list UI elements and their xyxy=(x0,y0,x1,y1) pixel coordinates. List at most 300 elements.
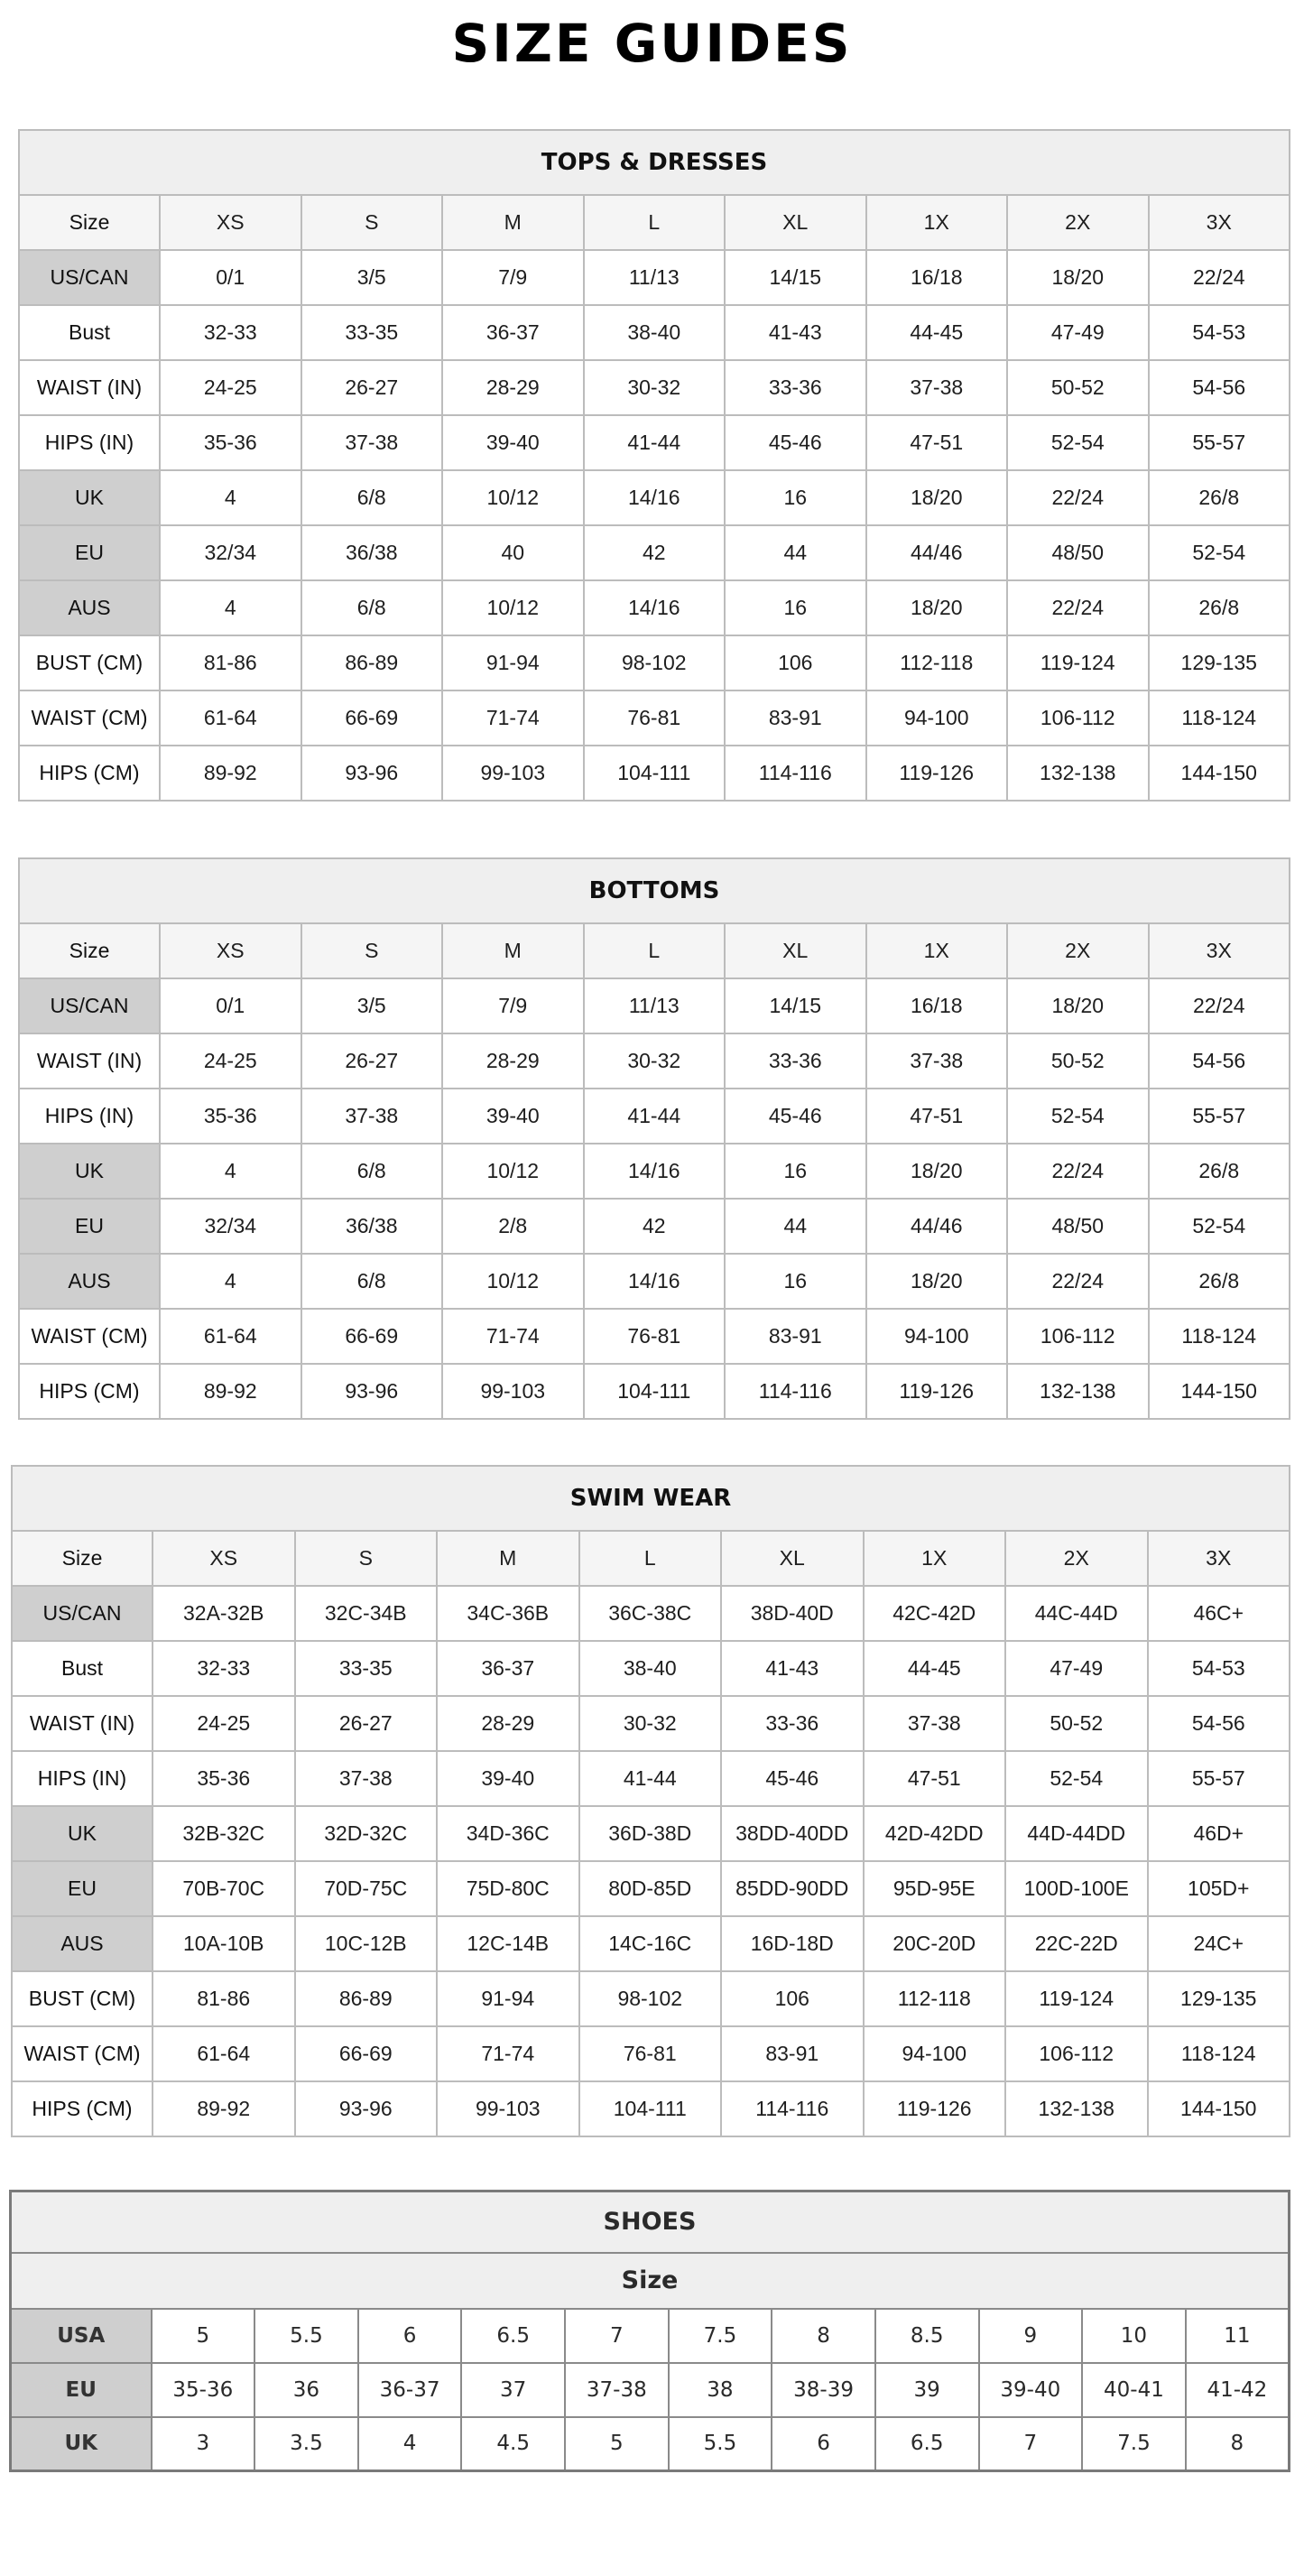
table-cell: 44-45 xyxy=(864,1641,1006,1696)
row-label: EU xyxy=(11,2363,152,2417)
table-cell: 38-40 xyxy=(584,305,726,360)
table-cell: 54-56 xyxy=(1148,1696,1290,1751)
table-cell: 71-74 xyxy=(442,690,584,746)
table-cell: 76-81 xyxy=(584,1309,726,1364)
table-cell: 50-52 xyxy=(1005,1696,1148,1751)
table-cell: 129-135 xyxy=(1149,635,1290,690)
table-cell: 33-35 xyxy=(295,1641,438,1696)
table-title: SHOES xyxy=(11,2191,1290,2253)
table-cell: 52-54 xyxy=(1007,1089,1149,1144)
table-cell: 61-64 xyxy=(160,1309,301,1364)
table-cell: 54-53 xyxy=(1149,305,1290,360)
page-title: SIZE GUIDES xyxy=(451,13,853,74)
column-header: 3X xyxy=(1148,1531,1290,1586)
row-label: WAIST (CM) xyxy=(12,2026,153,2081)
table-cell: 45-46 xyxy=(725,1089,866,1144)
table-cell: 70B-70C xyxy=(153,1861,295,1916)
table-cell: 20C-20D xyxy=(864,1916,1006,1971)
table-cell: 18/20 xyxy=(866,1254,1008,1309)
row-label: EU xyxy=(19,525,160,580)
table-cell: 10 xyxy=(1082,2309,1186,2363)
table-title: TOPS & DRESSES xyxy=(19,130,1290,195)
table-cell: 5.5 xyxy=(254,2309,358,2363)
table-row xyxy=(12,1971,1290,2026)
table-cell: 70D-75C xyxy=(295,1861,438,1916)
column-header: 1X xyxy=(866,195,1008,250)
table-cell: 16 xyxy=(725,580,866,635)
table-cell: 48/50 xyxy=(1007,525,1149,580)
table-cell: 6.5 xyxy=(461,2309,565,2363)
table-cell: 54-56 xyxy=(1149,1033,1290,1089)
table-cell: 14/15 xyxy=(725,978,866,1033)
table-cell: 30-32 xyxy=(584,360,726,415)
table-cell: 14/16 xyxy=(584,580,726,635)
table-cell: 66-69 xyxy=(295,2026,438,2081)
table-cell: 32A-32B xyxy=(153,1586,295,1641)
table-cell: 55-57 xyxy=(1149,415,1290,470)
table-cell: 37-38 xyxy=(301,1089,443,1144)
table-cell: 32D-32C xyxy=(295,1806,438,1861)
table-cell: 132-138 xyxy=(1007,746,1149,801)
table-cell: 16/18 xyxy=(866,978,1008,1033)
table-row xyxy=(11,2417,1290,2471)
table-cell: 10/12 xyxy=(442,470,584,525)
table-cell: 83-91 xyxy=(725,690,866,746)
table-cell: 98-102 xyxy=(584,635,726,690)
table-cell: 54-53 xyxy=(1148,1641,1290,1696)
table-cell: 18/20 xyxy=(866,470,1008,525)
table-cell: 98-102 xyxy=(579,1971,722,2026)
table-cell: 38DD-40DD xyxy=(721,1806,864,1861)
column-header: M xyxy=(442,195,584,250)
table-cell: 144-150 xyxy=(1149,1364,1290,1419)
table-cell: 42C-42D xyxy=(864,1586,1006,1641)
table-cell: 39-40 xyxy=(442,415,584,470)
table-cell: 39-40 xyxy=(442,1089,584,1144)
table-subtitle: Size xyxy=(11,2253,1290,2309)
table-cell: 45-46 xyxy=(721,1751,864,1806)
table-cell: 3.5 xyxy=(254,2417,358,2471)
table-cell: 35-36 xyxy=(160,1089,301,1144)
table-cell: 144-150 xyxy=(1148,2081,1290,2136)
table-cell: 38-40 xyxy=(579,1641,722,1696)
table-cell: 89-92 xyxy=(153,2081,295,2136)
column-header: XL xyxy=(721,1531,864,1586)
table-row xyxy=(19,470,1290,525)
table-cell: 3/5 xyxy=(301,978,443,1033)
table-cell: 71-74 xyxy=(437,2026,579,2081)
table-cell: 55-57 xyxy=(1149,1089,1290,1144)
table-cell: 7.5 xyxy=(669,2309,772,2363)
row-label: AUS xyxy=(19,580,160,635)
table-cell: 32/34 xyxy=(160,1199,301,1254)
table-cell: 44C-44D xyxy=(1005,1586,1148,1641)
table-cell: 75D-80C xyxy=(437,1861,579,1916)
table-row xyxy=(19,250,1290,305)
table-cell: 39 xyxy=(875,2363,979,2417)
table-cell: 37-38 xyxy=(866,360,1008,415)
table-cell: 37-38 xyxy=(864,1696,1006,1751)
table-cell: 132-138 xyxy=(1007,1364,1149,1419)
table-cell: 26/8 xyxy=(1149,1144,1290,1199)
column-header: L xyxy=(579,1531,722,1586)
row-label: AUS xyxy=(12,1916,153,1971)
table-cell: 16D-18D xyxy=(721,1916,864,1971)
table-row xyxy=(19,580,1290,635)
row-label: US/CAN xyxy=(12,1586,153,1641)
table-cell: 36-37 xyxy=(358,2363,462,2417)
table-cell: 41-43 xyxy=(725,305,866,360)
table-cell: 6/8 xyxy=(301,1254,443,1309)
table-row xyxy=(19,635,1290,690)
table-row xyxy=(19,690,1290,746)
table-cell: 26-27 xyxy=(301,1033,443,1089)
table-cell: 55-57 xyxy=(1148,1751,1290,1806)
table-cell: 12C-14B xyxy=(437,1916,579,1971)
table-cell: 94-100 xyxy=(866,1309,1008,1364)
table-cell: 61-64 xyxy=(160,690,301,746)
table-cell: 30-32 xyxy=(584,1033,726,1089)
table-cell: 85DD-90DD xyxy=(721,1861,864,1916)
row-label: HIPS (CM) xyxy=(12,2081,153,2136)
table-cell: 36-37 xyxy=(442,305,584,360)
table-cell: 32B-32C xyxy=(153,1806,295,1861)
table-cell: 32C-34B xyxy=(295,1586,438,1641)
table-cell: 28-29 xyxy=(442,360,584,415)
table-cell: 94-100 xyxy=(864,2026,1006,2081)
table-cell: 8 xyxy=(1186,2417,1290,2471)
table-cell: 48/50 xyxy=(1007,1199,1149,1254)
table-cell: 24-25 xyxy=(153,1696,295,1751)
column-header: XS xyxy=(153,1531,295,1586)
table-cell: 106-112 xyxy=(1007,1309,1149,1364)
table-cell: 50-52 xyxy=(1007,360,1149,415)
table-row xyxy=(19,1199,1290,1254)
table-body xyxy=(11,2309,1290,2471)
table-cell: 91-94 xyxy=(442,635,584,690)
table-cell: 41-44 xyxy=(584,1089,726,1144)
table-cell: 32-33 xyxy=(160,305,301,360)
column-header: 1X xyxy=(864,1531,1006,1586)
table-cell: 94-100 xyxy=(866,690,1008,746)
column-header: L xyxy=(584,923,726,978)
column-header: Size xyxy=(19,923,160,978)
table-cell: 38 xyxy=(669,2363,772,2417)
table-cell: 37 xyxy=(461,2363,565,2417)
table-cell: 3/5 xyxy=(301,250,443,305)
table-cell: 47-51 xyxy=(866,1089,1008,1144)
table-cell: 4.5 xyxy=(461,2417,565,2471)
table-cell: 35-36 xyxy=(160,415,301,470)
table-body xyxy=(19,978,1290,1419)
table-cell: 6/8 xyxy=(301,470,443,525)
table-cell: 16 xyxy=(725,470,866,525)
table-cell: 35-36 xyxy=(153,1751,295,1806)
table-cell: 38-39 xyxy=(772,2363,875,2417)
table-cell: 32/34 xyxy=(160,525,301,580)
table-cell: 106 xyxy=(725,635,866,690)
table-cell: 44/46 xyxy=(866,525,1008,580)
table-row xyxy=(19,1364,1290,1419)
table-cell: 10C-12B xyxy=(295,1916,438,1971)
table-cell: 112-118 xyxy=(866,635,1008,690)
table-cell: 42 xyxy=(584,1199,726,1254)
table-cell: 7/9 xyxy=(442,978,584,1033)
table-cell: 114-116 xyxy=(725,1364,866,1419)
table-row xyxy=(19,525,1290,580)
table-cell: 41-44 xyxy=(584,415,726,470)
table-cell: 44 xyxy=(725,525,866,580)
table-cell: 45-46 xyxy=(725,415,866,470)
table-cell: 33-35 xyxy=(301,305,443,360)
column-header: Size xyxy=(19,195,160,250)
table-cell: 61-64 xyxy=(153,2026,295,2081)
table-cell: 144-150 xyxy=(1149,746,1290,801)
table-cell: 6 xyxy=(358,2309,462,2363)
table-row xyxy=(12,1586,1290,1641)
table-cell: 119-124 xyxy=(1007,635,1149,690)
table-cell: 14C-16C xyxy=(579,1916,722,1971)
table-cell: 6/8 xyxy=(301,1144,443,1199)
table-cell: 41-43 xyxy=(721,1641,864,1696)
table-cell: 11 xyxy=(1186,2309,1290,2363)
table-title: SWIM WEAR xyxy=(12,1466,1290,1531)
table-cell: 93-96 xyxy=(295,2081,438,2136)
table-cell: 93-96 xyxy=(301,746,443,801)
table-cell: 86-89 xyxy=(301,635,443,690)
table-cell: 119-126 xyxy=(866,746,1008,801)
column-header: 3X xyxy=(1149,195,1290,250)
table-cell: 33-36 xyxy=(725,360,866,415)
table-cell: 22/24 xyxy=(1149,250,1290,305)
table-cell: 37-38 xyxy=(866,1033,1008,1089)
table-cell: 5 xyxy=(565,2417,669,2471)
table-cell: 52-54 xyxy=(1149,525,1290,580)
table-cell: 71-74 xyxy=(442,1309,584,1364)
table-cell: 83-91 xyxy=(725,1309,866,1364)
table-cell: 26/8 xyxy=(1149,470,1290,525)
row-label: US/CAN xyxy=(19,250,160,305)
table-cell: 119-126 xyxy=(866,1364,1008,1419)
table-cell: 129-135 xyxy=(1148,1971,1290,2026)
row-label: BUST (CM) xyxy=(12,1971,153,2026)
table-cell: 38D-40D xyxy=(721,1586,864,1641)
table-cell: 22C-22D xyxy=(1005,1916,1148,1971)
table-cell: 24-25 xyxy=(160,1033,301,1089)
table-cell: 104-111 xyxy=(584,746,726,801)
table-cell: 66-69 xyxy=(301,1309,443,1364)
table-cell: 14/16 xyxy=(584,1144,726,1199)
table-cell: 47-49 xyxy=(1007,305,1149,360)
table-cell: 52-54 xyxy=(1149,1199,1290,1254)
table-row xyxy=(12,1641,1290,1696)
table-cell: 8 xyxy=(772,2309,875,2363)
table-cell: 16/18 xyxy=(866,250,1008,305)
table-cell: 47-51 xyxy=(866,415,1008,470)
table-cell: 76-81 xyxy=(584,690,726,746)
table-cell: 41-42 xyxy=(1186,2363,1290,2417)
table-cell: 30-32 xyxy=(579,1696,722,1751)
table-cell: 28-29 xyxy=(442,1033,584,1089)
table-cell: 47-51 xyxy=(864,1751,1006,1806)
column-header: S xyxy=(295,1531,438,1586)
table-cell: 52-54 xyxy=(1005,1751,1148,1806)
column-header: Size xyxy=(12,1531,153,1586)
table-cell: 39-40 xyxy=(979,2363,1083,2417)
table-cell: 37-38 xyxy=(301,415,443,470)
table-cell: 34C-36B xyxy=(437,1586,579,1641)
table-cell: 24-25 xyxy=(160,360,301,415)
table-cell: 93-96 xyxy=(301,1364,443,1419)
table-row xyxy=(19,1309,1290,1364)
table-cell: 7 xyxy=(565,2309,669,2363)
table-cell: 4 xyxy=(160,1144,301,1199)
tops-dresses-table xyxy=(18,129,1290,802)
table-cell: 7/9 xyxy=(442,250,584,305)
table-cell: 99-103 xyxy=(442,1364,584,1419)
table-cell: 4 xyxy=(358,2417,462,2471)
table-cell: 106-112 xyxy=(1007,690,1149,746)
table-cell: 37-38 xyxy=(565,2363,669,2417)
table-cell: 114-116 xyxy=(725,746,866,801)
table-cell: 18/20 xyxy=(866,580,1008,635)
column-header: S xyxy=(301,923,443,978)
table-cell: 22/24 xyxy=(1007,580,1149,635)
row-label: WAIST (IN) xyxy=(19,360,160,415)
table-cell: 104-111 xyxy=(584,1364,726,1419)
table-cell: 5.5 xyxy=(669,2417,772,2471)
column-header: 2X xyxy=(1005,1531,1148,1586)
row-label: EU xyxy=(12,1861,153,1916)
table-row xyxy=(19,415,1290,470)
row-label: UK xyxy=(11,2417,152,2471)
size-header-row xyxy=(12,1531,1290,1586)
table-cell: 99-103 xyxy=(442,746,584,801)
table-cell: 76-81 xyxy=(579,2026,722,2081)
table-cell: 26/8 xyxy=(1149,1254,1290,1309)
table-cell: 2/8 xyxy=(442,1199,584,1254)
column-header: M xyxy=(442,923,584,978)
table-cell: 36/38 xyxy=(301,1199,443,1254)
table-cell: 36C-38C xyxy=(579,1586,722,1641)
table-cell: 18/20 xyxy=(866,1144,1008,1199)
table-row xyxy=(19,360,1290,415)
column-header: XL xyxy=(725,923,866,978)
table-cell: 99-103 xyxy=(437,2081,579,2136)
row-label: Bust xyxy=(12,1641,153,1696)
column-header: L xyxy=(584,195,726,250)
table-cell: 4 xyxy=(160,580,301,635)
table-cell: 7.5 xyxy=(1082,2417,1186,2471)
table-cell: 28-29 xyxy=(437,1696,579,1751)
table-title: BOTTOMS xyxy=(19,858,1290,923)
table-cell: 118-124 xyxy=(1149,1309,1290,1364)
table-cell: 14/15 xyxy=(725,250,866,305)
table-cell: 39-40 xyxy=(437,1751,579,1806)
table-cell: 105D+ xyxy=(1148,1861,1290,1916)
table-cell: 104-111 xyxy=(579,2081,722,2136)
table-cell: 36D-38D xyxy=(579,1806,722,1861)
table-row xyxy=(12,1916,1290,1971)
row-label: HIPS (CM) xyxy=(19,746,160,801)
table-cell: 100D-100E xyxy=(1005,1861,1148,1916)
table-row xyxy=(12,1806,1290,1861)
table-cell: 4 xyxy=(160,470,301,525)
table-cell: 54-56 xyxy=(1149,360,1290,415)
table-body xyxy=(12,1586,1290,2136)
table-cell: 81-86 xyxy=(153,1971,295,2026)
table-cell: 46D+ xyxy=(1148,1806,1290,1861)
table-cell: 50-52 xyxy=(1007,1033,1149,1089)
table-row xyxy=(19,746,1290,801)
table-cell: 89-92 xyxy=(160,1364,301,1419)
table-cell: 33-36 xyxy=(725,1033,866,1089)
table-cell: 26-27 xyxy=(301,360,443,415)
size-header-row xyxy=(19,923,1290,978)
table-cell: 16 xyxy=(725,1144,866,1199)
row-label: HIPS (CM) xyxy=(19,1364,160,1419)
table-cell: 118-124 xyxy=(1148,2026,1290,2081)
table-cell: 14/16 xyxy=(584,470,726,525)
column-header: M xyxy=(437,1531,579,1586)
table-cell: 22/24 xyxy=(1007,1144,1149,1199)
swim-wear-table xyxy=(11,1465,1290,2137)
table-cell: 5 xyxy=(152,2309,255,2363)
table-cell: 47-49 xyxy=(1005,1641,1148,1696)
table-cell: 26/8 xyxy=(1149,580,1290,635)
table-cell: 16 xyxy=(725,1254,866,1309)
table-row xyxy=(12,1696,1290,1751)
table-cell: 37-38 xyxy=(295,1751,438,1806)
table-cell: 86-89 xyxy=(295,1971,438,2026)
table-cell: 10/12 xyxy=(442,580,584,635)
table-cell: 44-45 xyxy=(866,305,1008,360)
row-label: EU xyxy=(19,1199,160,1254)
table-cell: 3 xyxy=(152,2417,255,2471)
table-cell: 36 xyxy=(254,2363,358,2417)
size-header-row xyxy=(19,195,1290,250)
table-cell: 132-138 xyxy=(1005,2081,1148,2136)
table-body xyxy=(19,250,1290,801)
table-cell: 10/12 xyxy=(442,1144,584,1199)
table-row xyxy=(11,2309,1290,2363)
table-cell: 14/16 xyxy=(584,1254,726,1309)
table-cell: 36/38 xyxy=(301,525,443,580)
row-label: WAIST (CM) xyxy=(19,1309,160,1364)
table-cell: 11/13 xyxy=(584,250,726,305)
row-label: UK xyxy=(12,1806,153,1861)
column-header: XS xyxy=(160,923,301,978)
table-row xyxy=(12,2081,1290,2136)
table-cell: 18/20 xyxy=(1007,978,1149,1033)
row-label: Bust xyxy=(19,305,160,360)
table-cell: 32-33 xyxy=(153,1641,295,1696)
table-cell: 26-27 xyxy=(295,1696,438,1751)
table-cell: 114-116 xyxy=(721,2081,864,2136)
table-cell: 24C+ xyxy=(1148,1916,1290,1971)
column-header: 2X xyxy=(1007,923,1149,978)
row-label: UK xyxy=(19,470,160,525)
table-cell: 112-118 xyxy=(864,1971,1006,2026)
table-cell: 44D-44DD xyxy=(1005,1806,1148,1861)
table-cell: 83-91 xyxy=(721,2026,864,2081)
table-cell: 7 xyxy=(979,2417,1083,2471)
table-cell: 6 xyxy=(772,2417,875,2471)
bottoms-table xyxy=(18,857,1290,1420)
table-cell: 35-36 xyxy=(152,2363,255,2417)
row-label: US/CAN xyxy=(19,978,160,1033)
table-cell: 33-36 xyxy=(721,1696,864,1751)
